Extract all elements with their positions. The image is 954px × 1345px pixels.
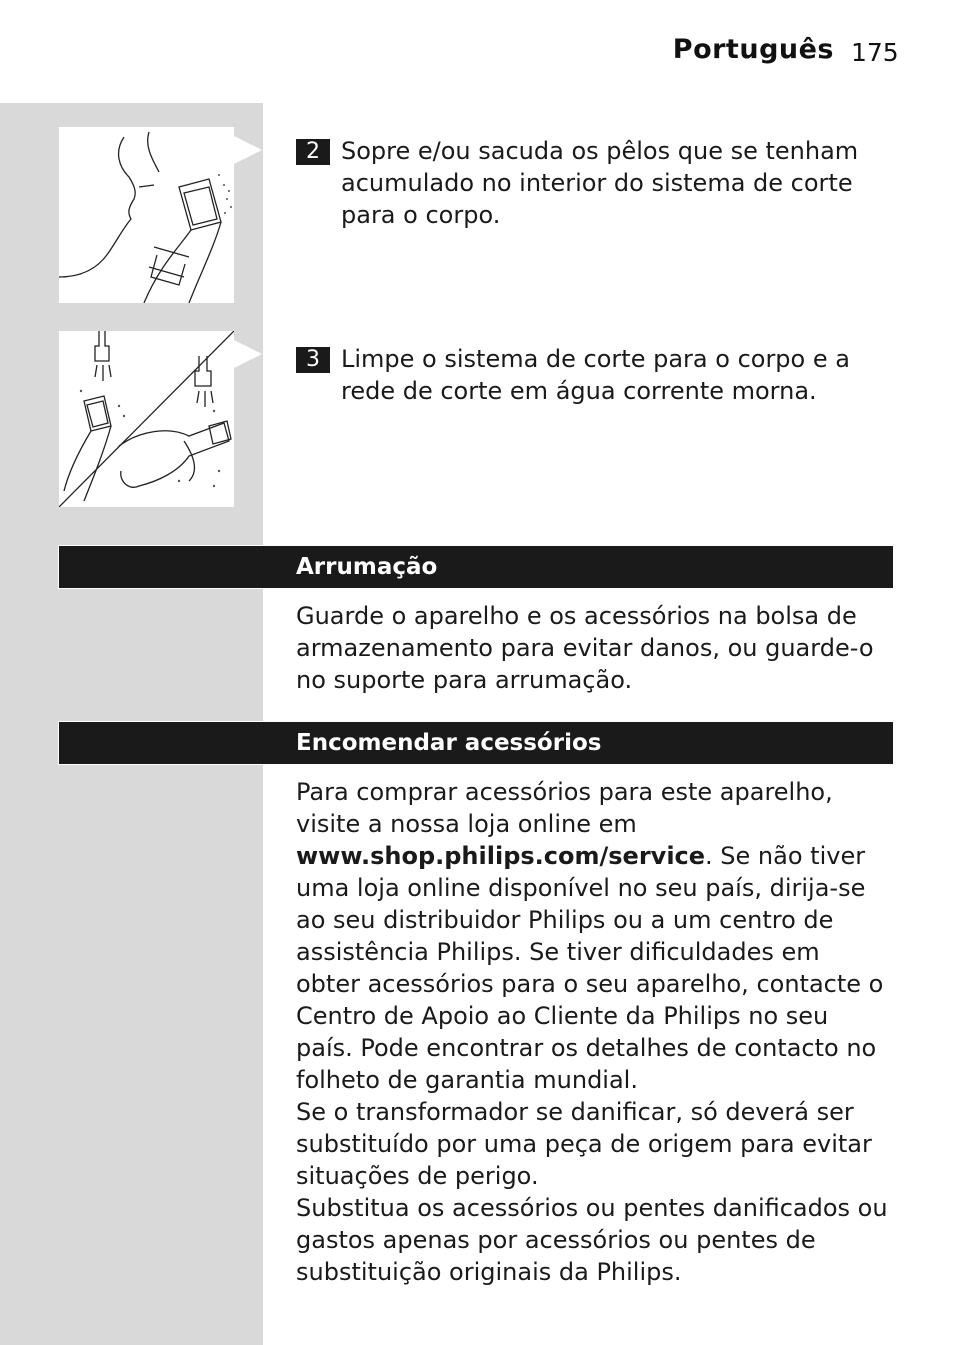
paragraph bbox=[296, 776, 891, 1096]
section-header-bar bbox=[59, 546, 893, 588]
illustration-pointer bbox=[234, 340, 262, 368]
paragraph: Se o transformador se danificar, só deverá ser substituído por uma peça de origem para evitar situações de perigo. bbox=[296, 1098, 872, 1190]
section-title: Arrumação bbox=[296, 554, 438, 580]
step-text: Limpe o sistema de corte para o corpo e a rede de corte em água corrente morna. bbox=[341, 345, 850, 405]
illustration-blowing-trimmer bbox=[59, 127, 234, 303]
section-body bbox=[296, 600, 891, 696]
language-header: Português bbox=[672, 34, 834, 65]
illustration-pointer bbox=[234, 136, 262, 164]
step-number: 3 bbox=[296, 347, 330, 373]
paragraph: Guarde o aparelho e os acessórios na bolsa de armazenamento para evitar danos, ou guarde-o no suporte para arrumação. bbox=[296, 602, 874, 694]
paragraph-text: . Se não tiver uma loja online disponível no seu país, dirija-se ao seu distribuidor Philips ou a um centro de assistência Philips. Se tiver dificuldades em obter acessórios para o seu aparelho, contacte o Centro de Apoio ao Cliente da Philips no seu país. Pode encontrar os detalhes de contacto no folheto de garantia mundial. bbox=[296, 842, 884, 1094]
step-number: 2 bbox=[296, 139, 330, 165]
step-item bbox=[296, 135, 876, 231]
section-title: Encomendar acessórios bbox=[296, 730, 602, 756]
step-text: Sopre e/ou sacuda os pêlos que se tenham acumulado no interior do sistema de corte para o corpo. bbox=[341, 137, 859, 229]
illustration-rinsing-trimmer bbox=[59, 331, 234, 507]
page-number: 175 bbox=[851, 38, 899, 67]
paragraph-text: Para comprar acessórios para este aparelho, visite a nossa loja online em bbox=[296, 778, 833, 838]
step-item bbox=[296, 343, 876, 407]
paragraph: Substitua os acessórios ou pentes danificados ou gastos apenas por acessórios ou pentes de substituição originais da Philips. bbox=[296, 1194, 888, 1286]
section-header-bar bbox=[59, 722, 893, 764]
shop-link[interactable]: www.shop.philips.com/service bbox=[296, 842, 706, 870]
section-body bbox=[296, 776, 891, 1288]
